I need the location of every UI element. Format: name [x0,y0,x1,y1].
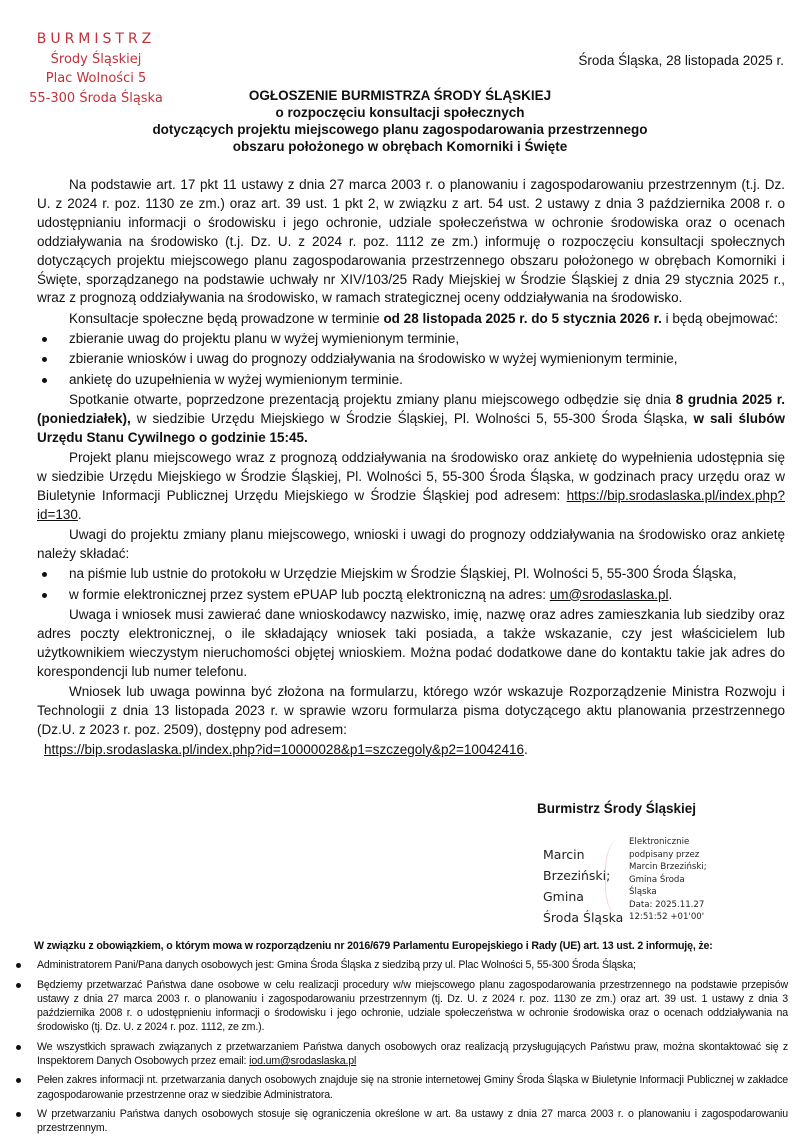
text: Marcin Brzeziński; [629,862,707,872]
stamp-line: Środy Śląskiej [50,51,142,67]
paragraph-availability [37,449,785,525]
gdpr-list [12,958,788,1135]
title-sub: dotyczących projektu miejscowego planu zagospodarowania przestrzennego [152,122,648,137]
bip-link[interactable]: https://bip.srodaslaska.pl/index.php?id=130 [37,487,785,522]
form-url-line [37,741,785,760]
title-sub: obszaru położonego w obrębach Komorniki i Święte [232,139,568,154]
text: Konsultacje społeczne będą prowadzone w terminie [69,310,384,326]
text: Śląska [629,887,657,897]
text: w siedzibie Urzędu Miejskiego w Środzie Śląskiej, Pl. Wolności 5, 55-300 Środa Śląska, [130,410,694,426]
signature-details [629,836,739,924]
signatory-title: Burmistrz Środy Śląskiej [537,801,697,816]
signer-name [543,844,633,928]
stamp-title: BURMISTRZ [36,31,156,47]
text: . [524,741,528,757]
text: Elektronicznie [629,837,690,847]
document-body [37,176,785,761]
meeting-place: w sali ślubów Urzędu Stanu Cywilnego o godzinie 15:45. [37,410,785,445]
text: Marcin [543,847,585,862]
text: . [668,586,673,602]
paragraph-submission: Uwagi do projektu zmiany planu miejscowego, wnioski i uwagi do prognozy oddziaływania na środowisko oraz ankietę należy składać: [37,527,785,561]
text: Spotkanie otwarte, poprzedzone prezentacją projektu zmiany planu miejscowego odbędzie się dnia [69,392,676,408]
title-sub: o rozpoczęciu konsultacji społecznych [275,105,525,120]
document-title [0,87,800,155]
list-item: ankietę do uzupełnienia w wyżej wymienionym terminie. [37,371,785,390]
list-item: W przetwarzaniu Państwa danych osobowych stosuje się ograniczenia określone w art. 8a ustawy z dnia 27 marca 2003 r. o planowaniu i zagospodarowaniu przestrzennym. [12,1107,788,1136]
stamp-line: Plac Wolności 5 [45,71,147,86]
text: podpisany przez [629,849,700,860]
submission-methods-list [37,565,785,604]
text: 12:51:52 +01'00' [629,912,705,922]
email-link[interactable]: um@srodaslaska.pl [549,586,669,602]
gdpr-lead: W związku z obowiązkiem, o którym mowa w rozporządzeniu nr 2016/679 Parlamentu Europejskiego i Rady (UE) art. 13 ust. 2 informuję, że: [34,940,713,952]
text: We wszystkich sprawach związanych z przetwarzaniem Państwa danych osobowych oraz realizacją przysługujących Państwu praw, można skontaktować się z Inspektorem Danych Osobowych przez email: [37,1040,788,1068]
form-link[interactable]: https://bip.srodaslaska.pl/index.php?id=10000028&p1=szczegoly&p2=10042416 [44,741,524,757]
paragraph-consultation-period [37,310,785,329]
text: Projekt planu miejscowego wraz z prognozą oddziaływania na środowisko oraz ankietę do wypełnienia udostępnia się w siedzibie Urzędu Miejskiego w Środzie Śląskiej, Pl. Wolności 5, 55-300 Środa Śląska, w godzinach pracy urzędu oraz w Biuletynie Informacji Publicznej Urzędu Miejskiego w Środzie Śląskiej pod adresem: [37,450,785,503]
text: Gmina [543,889,584,904]
list-item [37,586,785,605]
list-item: Będziemy przetwarzać Państwa dane osobowe w celu realizacji procedury w/w miejscowego planu zagospodarowania przestrzennego na podstawie przepisów ustawy z dnia 27 marca 2003 r. o planowaniu i zagospodarowaniu przestrzennym (tj. Dz. U. z 2024 r. poz. 1130 ze zm.) oraz art. 39 ust. 1 ustawy z dnia 3 października 2008 r. o udostępnieniu informacji o środowisku i jego ochronie, udziale społeczeństwa w ochronie środowiska oraz o ocenach oddziaływania na środowisko (tj. Dz. U. z 2024 r. poz. 1112, ze zm.). [12,978,788,1035]
text: i będą obejmować: [661,310,779,326]
text: . [77,506,82,522]
paragraph-form: Wniosek lub uwaga powinna być złożona na formularzu, którego wzór wskazuje Rozporządzenie Ministra Rozwoju i Technologii z dnia 13 listopada 2023 r. w sprawie wzoru formularza pisma dotyczącego aktu planowania przestrzennego (Dz.U. z 2023 r. poz. 2509), dostępny pod adresem: [37,683,785,737]
gdpr-clause [12,939,788,1141]
title-main: OGŁOSZENIE BURMISTRZA ŚRODY ŚLĄSKIEJ [248,88,552,103]
paragraph-requirements: Uwaga i wniosek musi zawierać dane wnioskodawcy nazwisko, imię, nazwę oraz adres zamieszkania lub siedziby oraz adres poczty elektronicznej, o ile składający wniosek taki posiada, a także wskazanie, czy jest właścicielem lub użytkownikiem wieczystym nieruchomości objętej wnioskiem. Można podać dodatkowe dane do kontaktu takie jak adres do korespondencji lub numer telefonu. [37,606,785,679]
list-item: zbieranie wniosków i uwag do prognozy oddziaływania na środowisko w wyżej wymienionym terminie, [37,350,785,369]
stamp-line: 55-300 Środa Śląska [29,90,163,106]
consultation-dates: od 28 listopada 2025 r. do 5 stycznia 2026 r. [383,310,662,326]
text: Data: 2025.11.27 [629,899,705,910]
consultation-forms-list [37,330,785,390]
list-item: zbieranie uwag do projektu planu w wyżej wymienionym terminie, [37,330,785,349]
text: Gmina Środa [629,874,685,885]
text: Środa Śląska [543,910,624,925]
list-item: na piśmie lub ustnie do protokołu w Urzędzie Miejskim w Środzie Śląskiej, Pl. Wolności 5, 55-300 Środa Śląska, [37,565,785,584]
document-date: Środa Śląska, 28 listopada 2025 r. [578,53,784,68]
meeting-date: 8 grudnia 2025 r. (poniedziałek), [37,392,785,426]
list-item: Administratorem Pani/Pana danych osobowych jest: Gmina Środa Śląska z siedzibą przy ul. Plac Wolności 5, 55-300 Środa Śląska; [12,958,788,972]
iod-email-link[interactable]: iod.um@srodaslaska.pl [249,1055,357,1068]
paragraph-legal-basis: Na podstawie art. 17 pkt 11 ustawy z dnia 27 marca 2003 r. o planowaniu i zagospodarowaniu przestrzennym (t.j. Dz. U. z 2024 r. poz. 1130 ze zm.) oraz art. 39 ust. 1 pkt 2, w związku z art. 54 ust. 2 ustawy z dnia 3 października 2008 r. o udostępnianiu informacji o środowisku i jego ochronie, udziale społeczeństwa w ochronie środowiska oraz o ocenach oddziaływania na środowisko (t.j. Dz. U. z 2024 r. poz. 1112 ze zm.) informuję o rozpoczęciu konsultacji społecznych dotyczących projektu miejscowego planu zagospodarowania przestrzennego obszaru położonego w obrębach Komorniki i Święte, sporządzanego na podstawie uchwały nr XIV/103/25 Rady Miejskiej w Środzie Śląskiej z dnia 29 stycznia 2025 r., wraz z prognozą oddziaływania na środowisko, w ramach strategicznej oceny oddziaływania na środowisko. [37,177,785,306]
text: w formie elektronicznej przez system ePUAP lub pocztą elektroniczną na adres: [69,586,550,602]
text: Brzeziński; [543,868,611,883]
list-item [12,1040,788,1069]
paragraph-meeting [37,391,785,448]
list-item: Pełen zakres informacji nt. przetwarzania danych osobowych znajduje się na stronie internetowej Gminy Środa Śląska w Biuletynie Informacji Publicznej w zakładce zagospodarowanie przestrzenne oraz w siedzibie Administratora. [12,1073,788,1102]
